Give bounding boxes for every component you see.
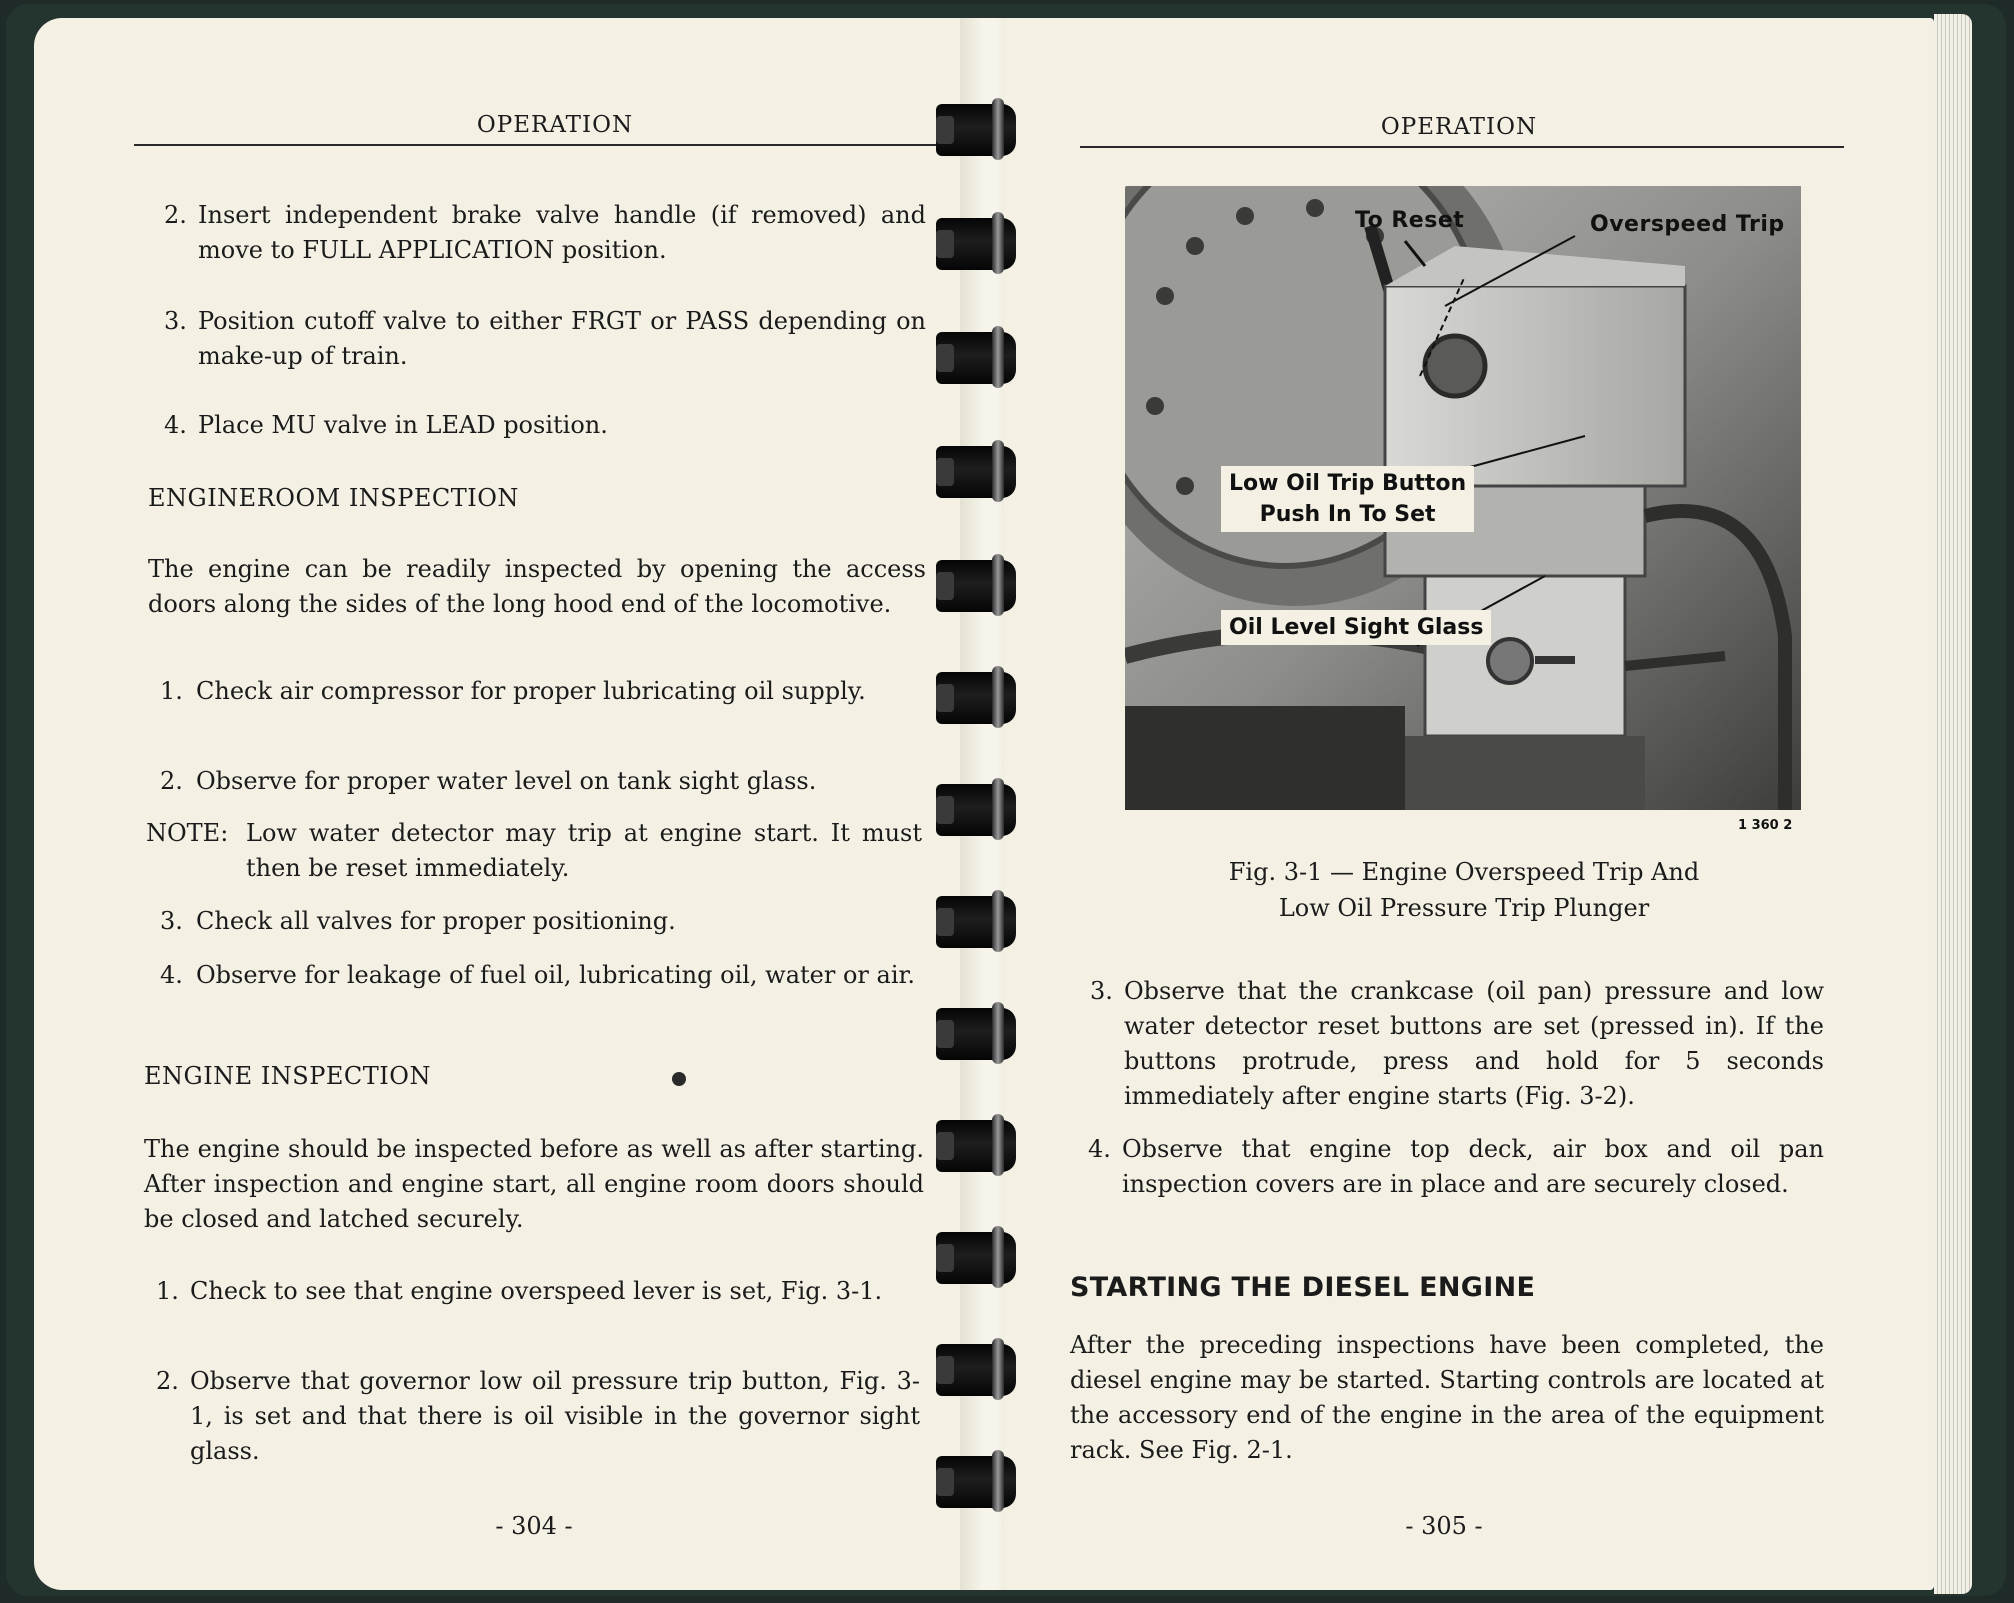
binding-ring — [936, 1338, 1024, 1400]
list-item: Position cutoff valve to either FRGT or PASS depending on make-up of train. — [198, 307, 926, 370]
list-item: Insert independent brake valve handle (if removed) and move to FULL APPLICATION position. — [198, 201, 926, 264]
binding-ring — [936, 1114, 1024, 1176]
callout-sight-glass: Oil Level Sight Glass — [1221, 610, 1491, 645]
engine-intro: The engine should be inspected before as well as after starting. After inspection and engine start, all engine room doors should be closed and latched securely. — [144, 1135, 924, 1233]
item-number: 3. — [1090, 977, 1113, 1005]
binding-ring — [936, 212, 1024, 274]
callout-to-reset: To Reset — [1355, 208, 1465, 233]
figure-caption-line1: Fig. 3-1 — Engine Overspeed Trip And — [1228, 858, 1700, 886]
running-head-right: OPERATION — [1380, 114, 1538, 140]
list-item: Observe that governor low oil pressure trip button, Fig. 3-1, is set and that there is oil visible in the governor sight glass. — [190, 1367, 920, 1465]
list-item: Check air compressor for proper lubricating oil supply. — [196, 677, 866, 705]
list-item: Check all valves for proper positioning. — [196, 907, 676, 935]
section-heading-engineroom: ENGINEROOM INSPECTION — [148, 484, 519, 512]
item-number: 3. — [164, 307, 187, 335]
list-item: Observe that the crankcase (oil pan) pressure and low water detector reset buttons are set (pressed in). If the buttons protrude, press and hold for 5 seconds immediately after engine starts (Fig. 3-2). — [1124, 977, 1824, 1110]
callout-low-oil-line2: Push In To Set — [1259, 502, 1436, 527]
note-text: Low water detector may trip at engine start. It must then be reset immediately. — [246, 819, 922, 882]
item-number: 2. — [156, 1367, 179, 1395]
list-item: Observe for leakage of fuel oil, lubricating oil, water or air. — [196, 961, 915, 989]
figure-caption-line2: Low Oil Pressure Trip Plunger — [1278, 894, 1650, 922]
binding-ring — [936, 890, 1024, 952]
item-number: 2. — [164, 201, 187, 229]
binding-ring — [936, 326, 1024, 388]
list-item: Place MU valve in LEAD position. — [198, 411, 608, 439]
item-number: 4. — [160, 961, 183, 989]
binding-ring — [936, 554, 1024, 616]
engineroom-intro: The engine can be readily inspected by opening the access doors along the sides of the long hood end of the locomotive. — [148, 555, 926, 618]
starting-text: After the preceding inspections have been completed, the diesel engine may be started. Starting controls are located at the accessory end of the engine in the area of the equipment rack. See Fig. 2-1. — [1070, 1331, 1824, 1464]
item-number: 3. — [160, 907, 183, 935]
callout-overspeed-trip: Overspeed Trip — [1590, 212, 1785, 237]
item-number: 2. — [160, 767, 183, 795]
callout-low-oil-trip — [1221, 466, 1474, 532]
binding-ring — [936, 1450, 1024, 1512]
list-item: Observe for proper water level on tank sight glass. — [196, 767, 817, 795]
binding-ring — [936, 778, 1024, 840]
item-number: 1. — [156, 1277, 179, 1305]
figure-id: 1 360 2 — [1738, 818, 1793, 833]
binding-ring — [936, 1226, 1024, 1288]
binding-ring — [936, 1002, 1024, 1064]
running-head-left: OPERATION — [476, 112, 634, 138]
item-number: 1. — [160, 677, 183, 705]
note-label: NOTE: — [146, 819, 229, 847]
figure-photo — [1125, 186, 1801, 810]
page-edges — [1934, 14, 1972, 1594]
item-number: 4. — [1088, 1135, 1111, 1163]
head-rule-left — [134, 144, 944, 146]
item-number: 4. — [164, 411, 187, 439]
binding-ring — [936, 440, 1024, 502]
ink-dot — [672, 1072, 686, 1086]
page-number-left: - 304 - — [495, 1512, 573, 1540]
binding-ring — [936, 666, 1024, 728]
section-heading-engine: ENGINE INSPECTION — [144, 1062, 431, 1090]
callout-low-oil-line1: Low Oil Trip Button — [1229, 471, 1467, 496]
list-item: Observe that engine top deck, air box and oil pan inspection covers are in place and are securely closed. — [1122, 1135, 1824, 1198]
page-number-right: - 305 - — [1405, 1512, 1483, 1540]
head-rule-right — [1080, 146, 1844, 148]
binding-ring — [936, 98, 1024, 160]
list-item: Check to see that engine overspeed lever is set, Fig. 3-1. — [190, 1277, 883, 1305]
left-page — [34, 18, 974, 1590]
section-heading-starting: STARTING THE DIESEL ENGINE — [1070, 1272, 1536, 1303]
